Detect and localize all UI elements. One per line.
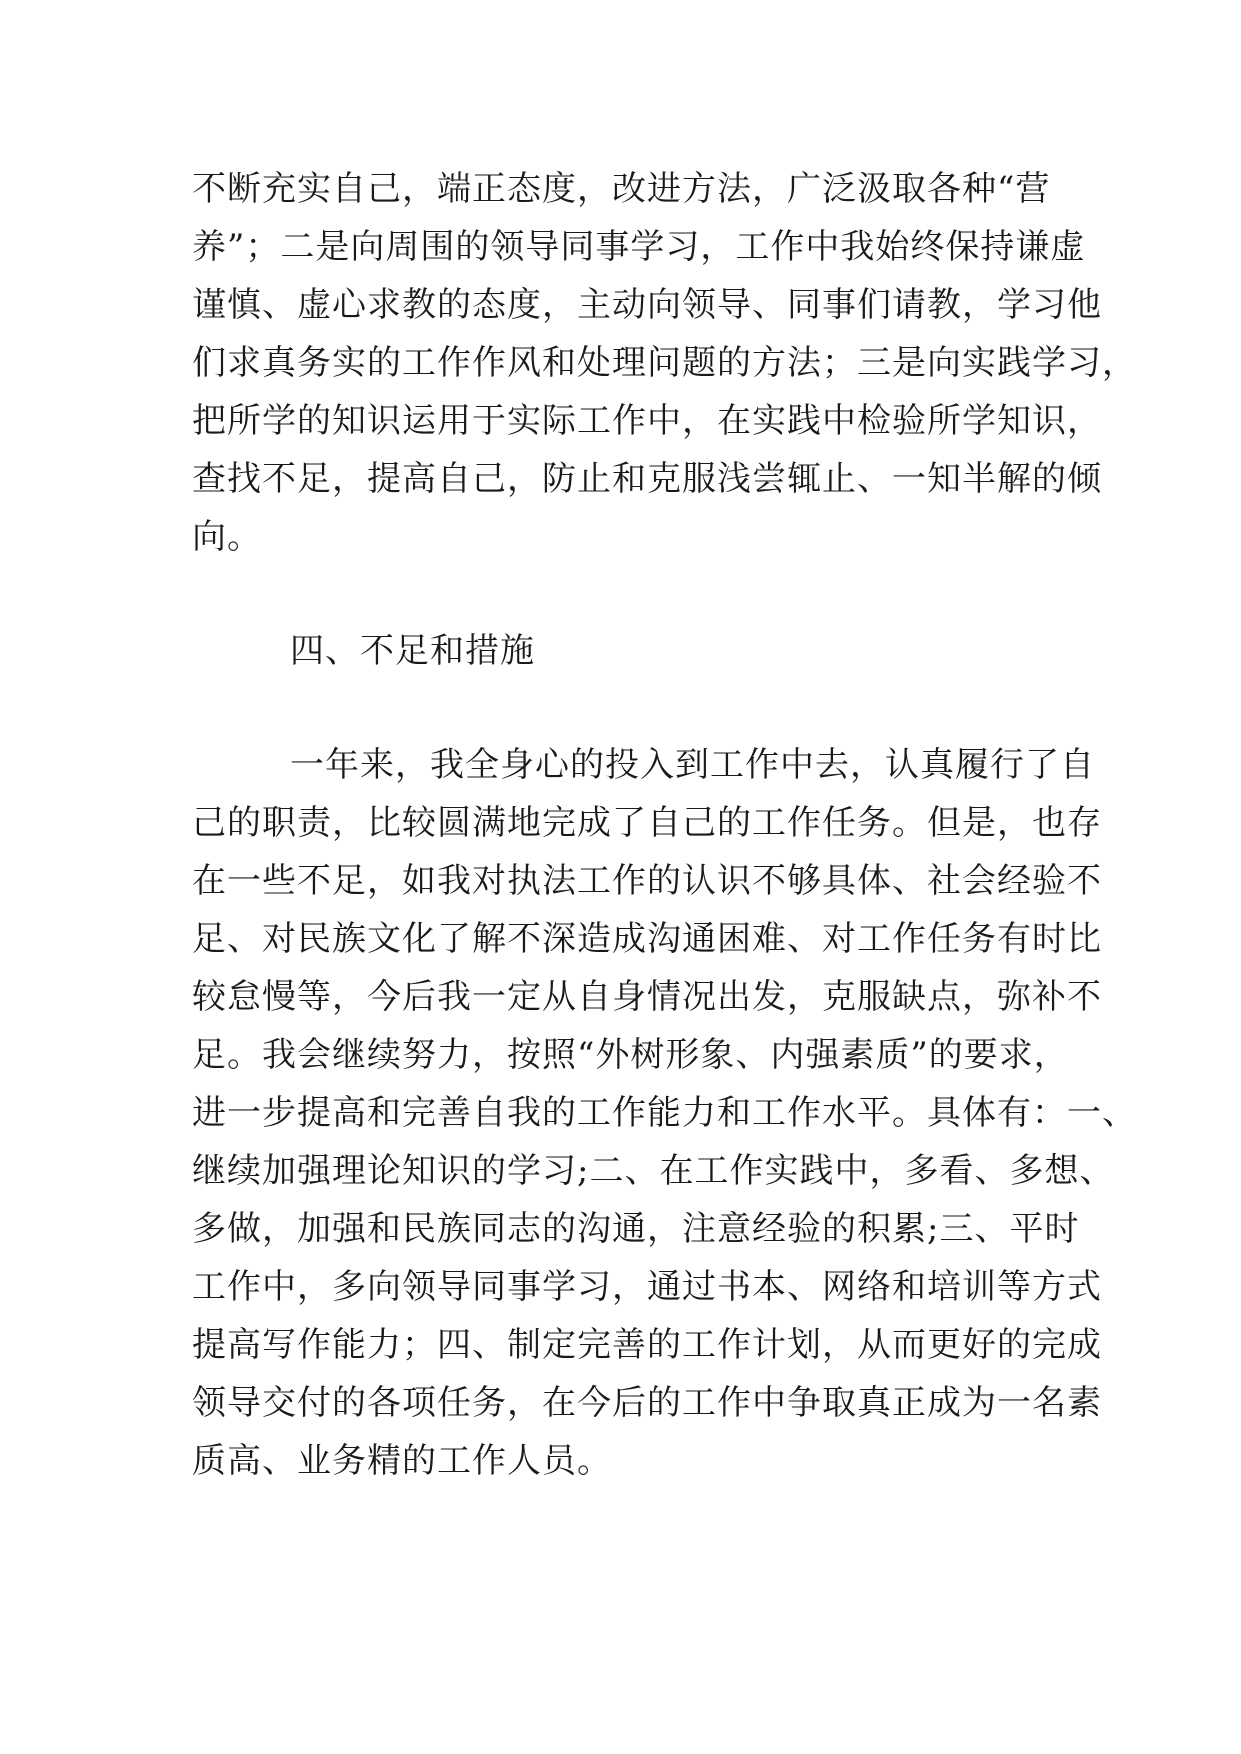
text-line: 提高写作能力；四、制定完善的工作计划，从而更好的完成 <box>192 1325 1102 1365</box>
text-line: 足。我会继续努力，按照“外树形象、内强素质”的要求， <box>192 1035 1069 1075</box>
text-line: 质高、业务精的工作人员。 <box>192 1441 612 1481</box>
text-line: 不断充实自己，端正态度，改进方法，广泛汲取各种“营 <box>192 169 1051 209</box>
text-line-indented: 一年来，我全身心的投入到工作中去，认真履行了自 <box>290 745 1095 785</box>
text-line: 领导交付的各项任务，在今后的工作中争取真正成为一名素 <box>192 1383 1102 1423</box>
document-body <box>192 160 1137 1490</box>
text-line: 多做，加强和民族同志的沟通，注意经验的积累;三、平时 <box>192 1209 1080 1249</box>
text-line: 谨慎、虚心求教的态度，主动向领导、同事们请教，学习他 <box>192 285 1102 325</box>
paragraph-final <box>192 736 1137 1490</box>
text-line: 工作中，多向领导同事学习，通过书本、网络和培训等方式 <box>192 1267 1102 1307</box>
section-heading: 四、不足和措施 <box>290 631 535 671</box>
text-line: 继续加强理论知识的学习;二、在工作实践中，多看、多想、 <box>192 1151 1115 1191</box>
text-line: 进一步提高和完善自我的工作能力和工作水平。具体有：一、 <box>192 1093 1137 1133</box>
paragraph-gap <box>192 680 1062 736</box>
text-line: 向。 <box>192 517 262 557</box>
text-line: 们求真务实的工作作风和处理问题的方法；三是向实践学习， <box>192 343 1137 383</box>
text-line: 把所学的知识运用于实际工作中，在实践中检验所学知识， <box>192 401 1102 441</box>
text-line: 己的职责，比较圆满地完成了自己的工作任务。但是，也存 <box>192 803 1102 843</box>
text-line: 养”；二是向周围的领导同事学习，工作中我始终保持谦虚 <box>192 227 1086 267</box>
text-line: 足、对民族文化了解不深造成沟通困难、对工作任务有时比 <box>192 919 1102 959</box>
paragraph-continued <box>192 160 1137 566</box>
text-line: 查找不足，提高自己，防止和克服浅尝辄止、一知半解的倾 <box>192 459 1102 499</box>
text-line: 较怠慢等，今后我一定从自身情况出发，克服缺点，弥补不 <box>192 977 1102 1017</box>
text-line: 在一些不足，如我对执法工作的认识不够具体、社会经验不 <box>192 861 1102 901</box>
paragraph-gap <box>192 566 1062 622</box>
